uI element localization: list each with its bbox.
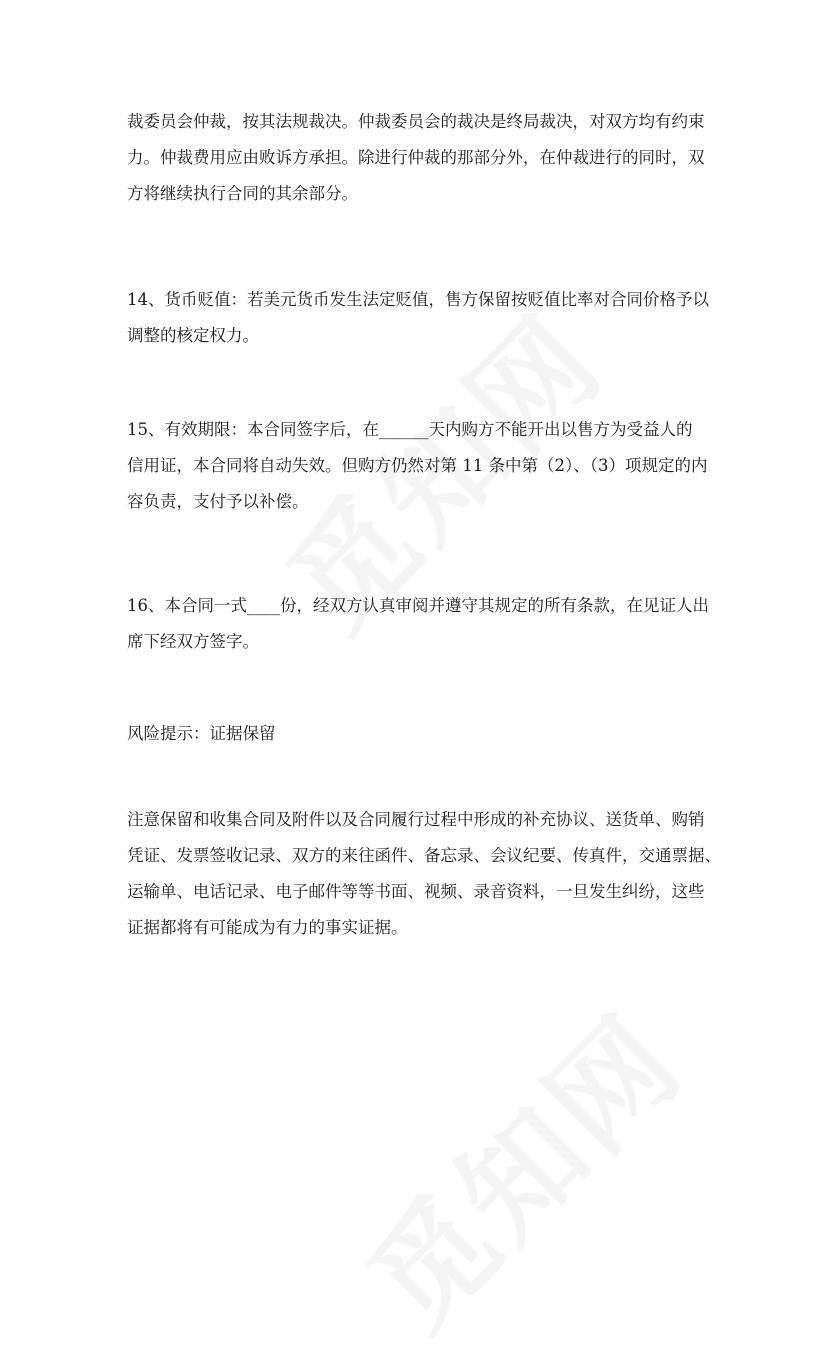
text-line: 证据都将有可能成为有力的事实证据。 — [127, 918, 408, 937]
text-line: 席下经双方签字。 — [127, 632, 259, 651]
text-line: 容负责，支付予以补偿。 — [127, 492, 309, 511]
paragraph-clause-14 — [127, 282, 717, 354]
text-line: 注意保留和收集合同及附件以及合同履行过程中形成的补充协议、送货单、购销 — [127, 810, 705, 829]
risk-heading — [127, 716, 717, 752]
text-line: 15、有效期限：本合同签字后，在______天内购方不能开出以售方为受益人的 — [127, 420, 693, 439]
text-line: 14、货币贬值：若美元货币发生法定贬值，售方保留按贬值比率对合同价格予以 — [127, 290, 709, 309]
paragraph-clause-16 — [127, 588, 717, 660]
text-line: 力。仲裁费用应由败诉方承担。除进行仲裁的那部分外，在仲裁进行的同时，双 — [127, 148, 705, 167]
text-line: 风险提示：证据保留 — [127, 724, 276, 743]
text-line: 方将继续执行合同的其余部分。 — [127, 184, 358, 203]
text-line: 凭证、发票签收记录、双方的来往函件、备忘录、会议纪要、传真件，交通票据、 — [127, 846, 721, 865]
paragraph-risk-body — [127, 802, 721, 946]
text-line: 运输单、电话记录、电子邮件等等书面、视频、录音资料，一旦发生纠纷，这些 — [127, 882, 705, 901]
watermark — [325, 972, 714, 1360]
paragraph-clause-15 — [127, 412, 717, 520]
text-line: 信用证，本合同将自动失效。但购方仍然对第 11 条中第（2）、（3）项规定的内 — [127, 456, 708, 475]
text-line: 16、本合同一式____份，经双方认真审阅并遵守其规定的所有条款，在见证人出 — [127, 596, 709, 615]
text-line: 调整的核定权力。 — [127, 326, 259, 345]
paragraph-arbitration — [127, 104, 717, 212]
text-line: 裁委员会仲裁，按其法规裁决。仲裁委员会的裁决是终局裁决，对双方均有约束 — [127, 112, 705, 131]
